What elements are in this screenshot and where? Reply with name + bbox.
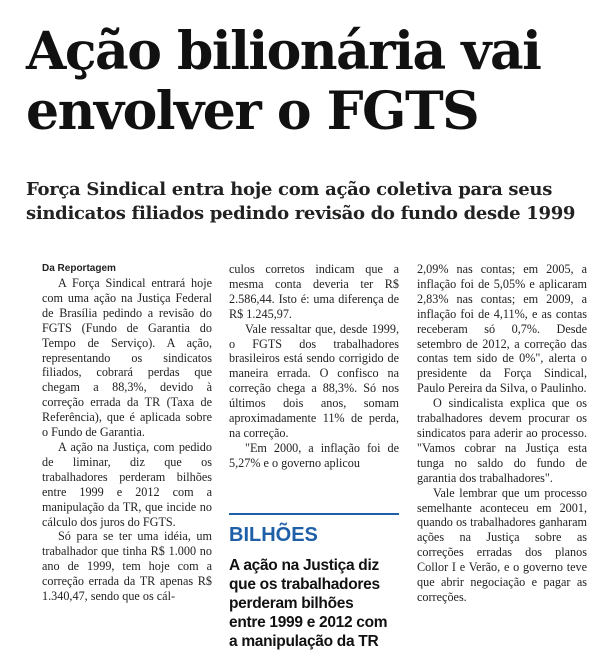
subheadline-line: sindicatos filiados pedindo revisão do fundo desde 1999 bbox=[26, 203, 576, 224]
headline bbox=[26, 22, 586, 142]
pull-quote-line: entre 1999 e 2012 com bbox=[229, 614, 388, 631]
pull-quote-line: A ação na Justiça diz bbox=[229, 557, 379, 574]
subheadline-line: Força Sindical entra hoje com ação coletiva para seus bbox=[26, 179, 553, 200]
article-column-1 bbox=[42, 262, 212, 604]
headline-line: Ação bilionária vai bbox=[26, 21, 541, 82]
pull-quote-line: a manipulação da TR bbox=[229, 633, 379, 650]
paragraph: 2,09% nas contas; em 2005, a inflação foi de 5,05% e aplicaram 2,83% nas contas; em 2009, a inflação foi de 4,11%, e as contas receberam só 0,7%. Desde setembro de 2012, a correção das contas tem sido de 0%", alerta o presidente da Força Sindical, Paulo Pereira da Silva, o Paulinho. bbox=[417, 262, 587, 396]
paragraph: A Força Sindical entrará hoje com uma ação na Justiça Federal de Brasília pedindo a revisão do FGTS (Fundo de Garantia do Tempo de Serviço). A ação, representando os sindicatos filiados, cobrará perdas que chegam a 88,3%, devido à correção errada da TR (Taxa de Referência), que é aplicada sobre o Fundo de Garantia. bbox=[42, 276, 212, 440]
byline: Da Reportagem bbox=[42, 263, 116, 274]
pull-quote bbox=[229, 556, 404, 651]
headline-line: envolver o FGTS bbox=[26, 81, 479, 142]
paragraph: Vale ressaltar que, desde 1999, o FGTS dos trabalhadores brasileiros está sendo corrigido de maneira errada. O confisco na correção chega a 88,3%. Só nos últimos dois anos, somam aproximadamente 11% de perda, na correção. bbox=[229, 321, 399, 440]
paragraph: "Em 2000, a inflação foi de 5,27% e o governo aplicou bbox=[229, 440, 399, 470]
pull-quote-line: perderam bilhões bbox=[229, 595, 354, 612]
pull-quote-line: que os trabalhadores bbox=[229, 576, 380, 593]
subheadline bbox=[26, 178, 586, 226]
sidebar-divider bbox=[229, 513, 399, 515]
article-column-2 bbox=[229, 262, 399, 471]
paragraph: O sindicalista explica que os trabalhadores devem procurar os sindicatos para aderir ao processo. "Vamos cobrar na Justiça esta tunga no saldo do fundo de garantia dos trabalhadores". bbox=[417, 396, 587, 485]
paragraph: Só para se ter uma idéia, um trabalhador que tinha R$ 1.000 no ano de 1999, tem hoje com a correção errada da TR apenas R$ 1.340,47, sendo que os cál- bbox=[42, 529, 212, 604]
sidebar-tag: BILHÕES bbox=[229, 524, 318, 546]
paragraph: culos corretos indicam que a mesma conta deveria ter R$ 2.586,44. Isto é: uma diferença de R$ 1.245,97. bbox=[229, 262, 399, 321]
paragraph: A ação na Justiça, com pedido de liminar, diz que os trabalhadores perderam bilhões entre 1999 e 2012 com a manipulação da TR, que incide no cálculo dos juros do FGTS. bbox=[42, 439, 212, 529]
article-column-3 bbox=[417, 262, 587, 605]
paragraph: Vale lembrar que um processo semelhante aconteceu em 2001, quando os trabalhadores ganharam ações na Justiça sobre as correções erradas dos planos Collor I e Verão, e o governo teve que abrir negociação e pagar as correções. bbox=[417, 485, 587, 604]
